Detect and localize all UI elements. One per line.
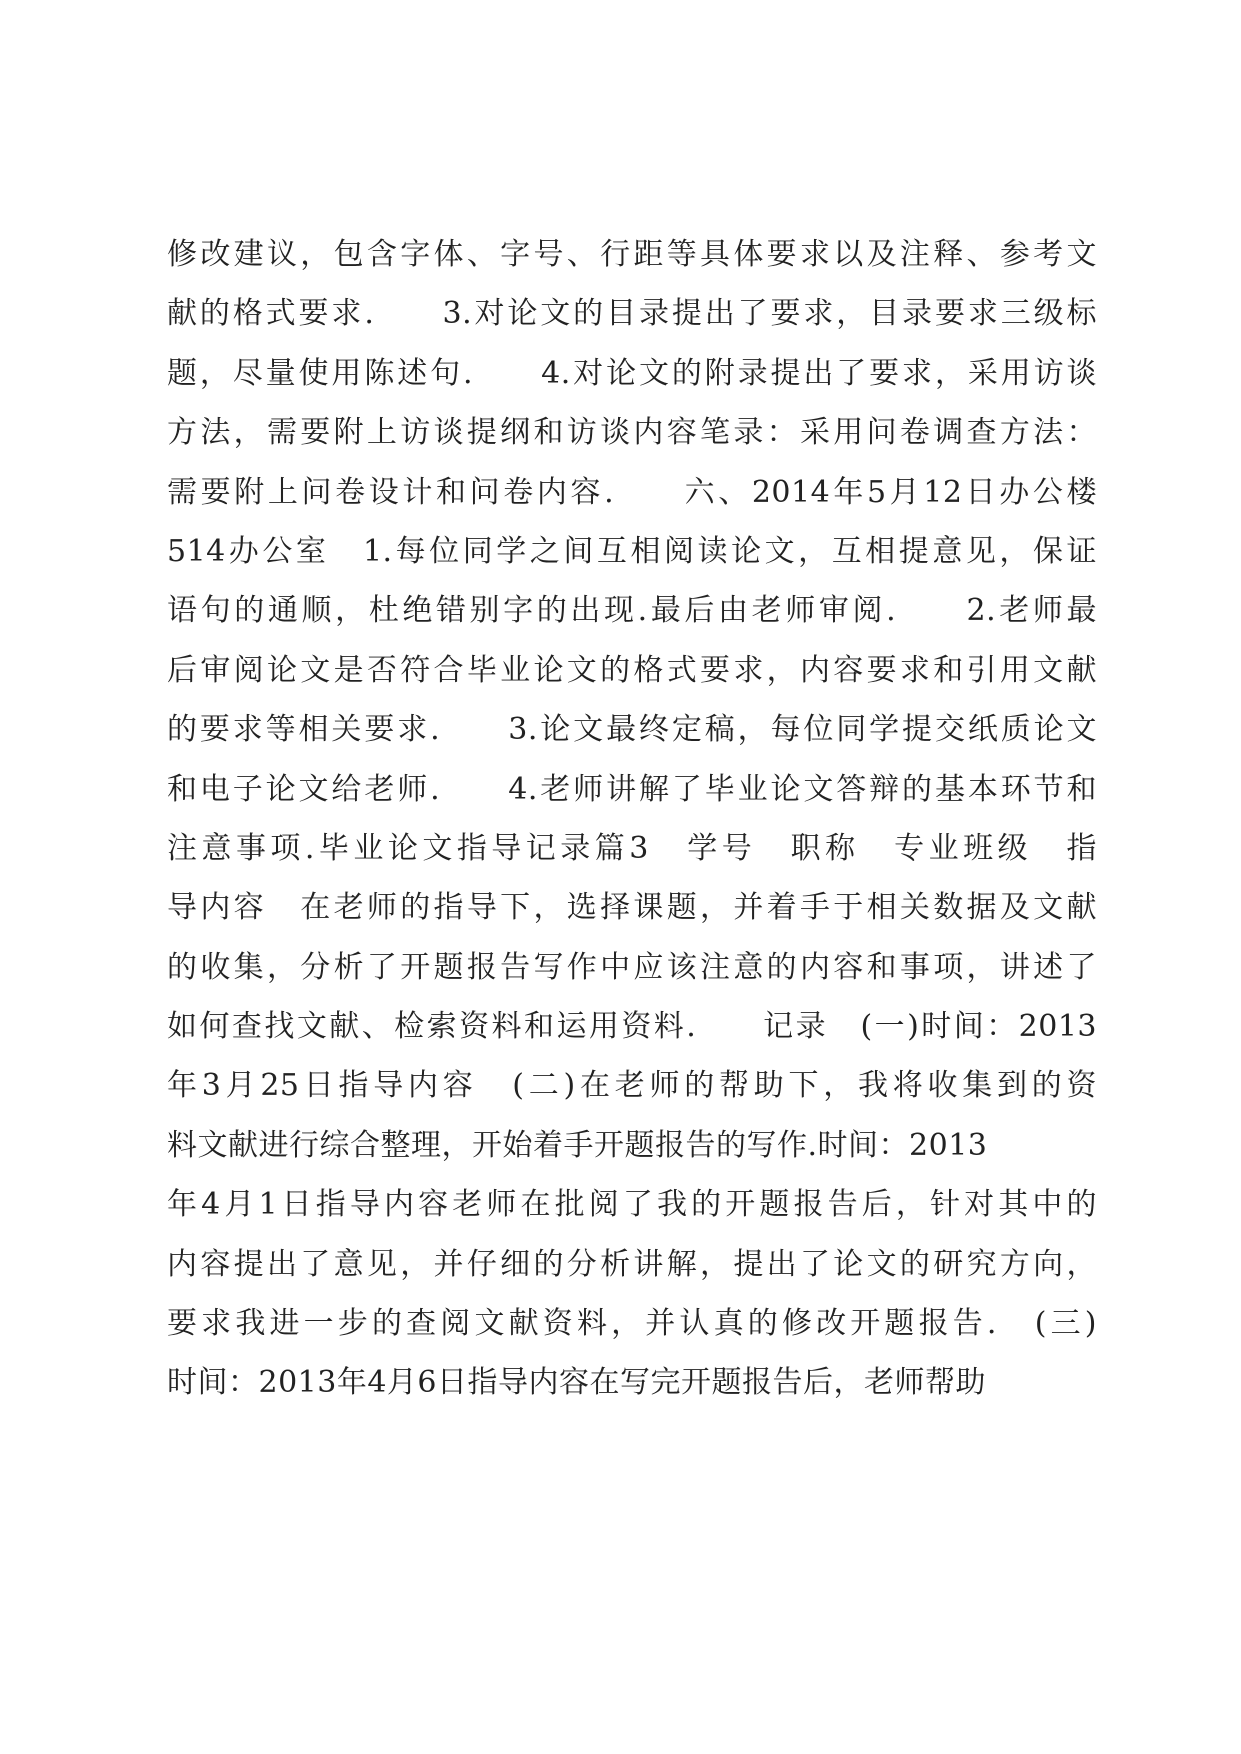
text-line: 后审阅论文是否符合毕业论文的格式要求，内容要求和引用文献 — [167, 652, 1097, 688]
text-line: 的收集，分析了开题报告写作中应该注意的内容和事项，讲述了 — [167, 949, 1097, 985]
text-line: 语句的通顺，杜绝错别字的出现.最后由老师审阅. 2.老师最 — [167, 593, 1097, 629]
text-line: 年4月1日指导内容老师在批阅了我的开题报告后，针对其中的 — [167, 1187, 1097, 1223]
text-line: 料文献进行综合整理，开始着手开题报告的写作.时间：2013 — [167, 1127, 988, 1163]
text-line: 需要附上问卷设计和问卷内容. 六、2014年5月12日办公楼 — [167, 474, 1097, 510]
text-line: 的要求等相关要求. 3.论文最终定稿，每位同学提交纸质论文 — [167, 712, 1097, 748]
text-line: 和电子论文给老师. 4.老师讲解了毕业论文答辩的基本环节和 — [167, 771, 1097, 807]
text-line: 514办公室 1.每位同学之间互相阅读论文，互相提意见，保证 — [167, 533, 1097, 569]
text-line: 时间：2013年4月6日指导内容在写完开题报告后，老师帮助 — [167, 1365, 987, 1401]
text-line: 要求我进一步的查阅文献资料，并认真的修改开题报告. (三) — [167, 1306, 1097, 1342]
text-line: 修改建议，包含字体、字号、行距等具体要求以及注释、参考文 — [167, 237, 1097, 272]
text-line: 如何查找文献、检索资料和运用资料. 记录 (一)时间：2013 — [167, 1009, 1097, 1045]
text-line: 内容提出了意见，并仔细的分析讲解，提出了论文的研究方向， — [167, 1246, 1097, 1282]
text-line: 年3月25日指导内容 (二)在老师的帮助下，我将收集到的资 — [167, 1068, 1097, 1104]
text-line: 题，尽量使用陈述句. 4.对论文的附录提出了要求，采用访谈 — [167, 355, 1097, 391]
document-body — [167, 225, 1097, 1413]
text-line: 注意事项.毕业论文指导记录篇3 学号 职称 专业班级 指 — [167, 830, 1097, 866]
text-line: 献的格式要求. 3.对论文的目录提出了要求，目录要求三级标 — [167, 296, 1097, 332]
text-line: 导内容 在老师的指导下，选择课题，并着手于相关数据及文献 — [167, 890, 1097, 926]
text-line: 方法，需要附上访谈提纲和访谈内容笔录：采用问卷调查方法： — [167, 415, 1097, 451]
